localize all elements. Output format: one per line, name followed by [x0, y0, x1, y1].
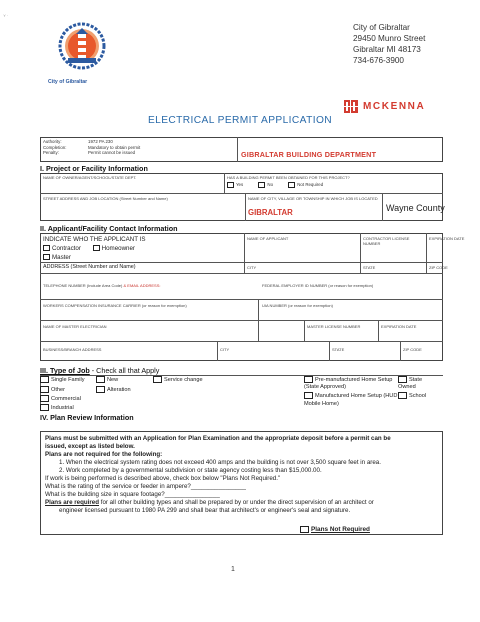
plans-notice-cont: issued, except as listed below. — [45, 443, 135, 450]
address-line: 29450 Munro Street — [353, 34, 426, 43]
authority-row — [43, 150, 140, 156]
section-1-heading: I. Project or Facility Information — [40, 164, 148, 173]
check-box-instruction: If work is being performed is described above, check box below "Plans Not Required." — [45, 475, 281, 482]
job-service-change — [153, 376, 203, 384]
section-3-suffix: - Check all that Apply — [91, 366, 160, 375]
homeowner-label: Homeowner — [101, 245, 135, 252]
telephone-row — [43, 283, 160, 288]
master-electrician-label: NAME OF MASTER ELECTRICIAN — [43, 324, 107, 329]
authority-value: Mandatory to obtain permit — [88, 144, 141, 150]
city-job-label: NAME OF CITY, VILLAGE OR TOWNSHIP IN WHICH JOB IS LOCATED — [248, 196, 378, 201]
mckenna-name: MCKENNA — [363, 101, 426, 112]
applicant-type-row2 — [43, 254, 71, 261]
single-family-checkbox[interactable] — [40, 376, 49, 383]
building-size-question: What is the building size in square footage?________________ — [45, 491, 220, 498]
logo-caption: City of Gibraltar — [48, 79, 88, 85]
job-state-owned — [398, 376, 422, 384]
new-label: New — [107, 376, 119, 383]
exemption-item-2: 2. Work completed by a governmental subdivision or state agency costing less than $15,000.00. — [59, 467, 322, 474]
industrial-label: Industrial — [51, 404, 74, 411]
job-single-family — [40, 376, 85, 384]
plans-not-required-intro: Plans are not required for the following: — [45, 451, 163, 458]
section-3-heading — [40, 366, 159, 375]
section-3-title: III. Type of Job — [40, 366, 90, 375]
job-other — [40, 386, 65, 394]
no-label: No — [267, 182, 274, 188]
plans-not-required-option — [300, 526, 370, 533]
authority-value: 1972 PA 230 — [88, 139, 113, 144]
job-manufactured — [304, 392, 397, 400]
authority-key: Penalty: — [43, 150, 59, 156]
commercial-checkbox[interactable] — [40, 395, 49, 402]
single-family-label: Single Family — [51, 376, 85, 383]
expiration-label: EXPIRATION DATE — [429, 236, 465, 241]
city-logo — [56, 20, 108, 76]
plans-required-paragraph: Plans are required for all other building types and shall be prepared by or under the direct supervision of an architect or — [45, 499, 374, 506]
permit-options — [227, 182, 323, 188]
service-rating-question: What is the rating of the service or feeder in ampere?________________ — [45, 483, 246, 490]
state-label: State — [409, 376, 423, 383]
city-label: CITY — [247, 265, 257, 270]
authority-key: Authority: — [43, 139, 62, 144]
authority-value: Permit cannot be issued — [88, 150, 136, 156]
industrial-checkbox[interactable] — [40, 404, 49, 411]
workers-comp-label: WORKERS COMPENSATION INSURANCE CARRIER (or reason for exemption) — [43, 303, 187, 308]
alteration-checkbox[interactable] — [96, 386, 105, 393]
manufactured-checkbox[interactable] — [304, 392, 313, 399]
school-checkbox[interactable] — [398, 392, 407, 399]
business-address-label: BUSINESS/BRANCH ADDRESS — [43, 347, 102, 352]
applicant-name-label: NAME OF APPLICANT — [247, 236, 289, 241]
not-required-label: Not Required — [297, 182, 324, 188]
authority-table — [43, 139, 140, 156]
zip-2-label: ZIP CODE — [403, 347, 422, 352]
new-checkbox[interactable] — [96, 376, 105, 383]
city-value: GIBRALTAR — [248, 208, 293, 217]
school-label: School — [409, 392, 427, 399]
page-number: 1 — [231, 566, 235, 573]
address-line: City of Gibraltar — [353, 23, 410, 32]
page-title: ELECTRICAL PERMIT APPLICATION — [147, 115, 333, 126]
contractor-label: Contractor — [52, 245, 81, 252]
mckenna-mark-icon — [344, 100, 358, 113]
job-commercial — [40, 395, 81, 403]
manufactured-label: Manufactured Home Setup (HUD — [315, 392, 398, 399]
not-required-checkbox[interactable] — [288, 182, 295, 188]
job-industrial — [40, 404, 74, 412]
email-label: & EMAIL ADDRESS: — [123, 283, 161, 288]
service-change-label: Service change — [164, 376, 203, 383]
job-new — [96, 376, 118, 384]
address-line: 734-676-3900 — [353, 56, 404, 65]
master-label: Master — [52, 254, 71, 261]
permit-question: HAS A BUILDING PERMIT BEEN OBTAINED FOR THIS PROJECT? — [227, 175, 350, 180]
master-checkbox[interactable] — [43, 254, 50, 260]
plans-notice: Plans must be submitted with an Application for Plan Examination and the appropriate deposit before a permit can be — [45, 435, 391, 442]
state-owned-checkbox[interactable] — [398, 376, 407, 383]
other-checkbox[interactable] — [40, 386, 49, 393]
owner-label: NAME OF OWNER/AGENT/SCHOOL/STATE DEPT. — [43, 175, 137, 180]
state-2-label: STATE — [332, 347, 345, 352]
contractor-license-label: CONTRACTOR LICENSE NUMBER — [363, 236, 410, 246]
telephone-label: TELEPHONE NUMBER (Include Area Code) — [43, 283, 123, 288]
department-label: GIBRALTAR BUILDING DEPARTMENT — [241, 150, 377, 159]
plan-review-box — [40, 431, 443, 535]
lighthouse-logo-icon — [56, 20, 108, 76]
job-school — [398, 392, 426, 400]
address-line: Gibraltar MI 48173 — [353, 45, 421, 54]
expiration-2-label: EXPIRATION DATE — [381, 324, 417, 329]
no-checkbox[interactable] — [258, 182, 265, 188]
service-change-checkbox[interactable] — [153, 376, 162, 383]
exemption-item-1: 1. When the electrical system rating does not exceed 400 amps and the building is not over 3,500 square feet in area. — [59, 459, 381, 466]
plans-required-cont: engineer licensed pursuant to 1980 PA 299 and shall bear that architect's or engineer's seal and signature. — [59, 507, 351, 514]
mobile-home-label: Mobile Home) — [304, 401, 339, 407]
yes-checkbox[interactable] — [227, 182, 234, 188]
applicant-type-row1 — [43, 245, 135, 252]
corner-marks: 'r' · — [3, 13, 9, 18]
homeowner-checkbox[interactable] — [93, 245, 100, 251]
authority-key: Completion: — [43, 144, 67, 150]
alteration-label: Alteration — [107, 386, 131, 393]
prefab-label: Pre-manufactured Home Setup — [315, 376, 393, 383]
section-2-heading: II. Applicant/Facility Contact Information — [40, 224, 178, 233]
state-label: STATE — [363, 265, 376, 270]
address-label: ADDRESS (Street Number and Name) — [43, 264, 136, 270]
county-value: Wayne County — [386, 203, 445, 213]
plans-not-required-checkbox[interactable] — [300, 526, 309, 533]
master-license-label: MASTER LICENSE NUMBER — [307, 324, 361, 329]
street-address-label: STREET ADDRESS AND JOB LOCATION (Street Number and Name) — [43, 196, 168, 201]
plans-not-required-label: Plans Not Required — [311, 526, 370, 534]
other-label: Other — [51, 386, 65, 393]
applicant-type-label: INDICATE WHO THE APPLICANT IS — [43, 236, 146, 243]
federal-id-label: FEDERAL EMPLOYER ID NUMBER (or reason for exemption) — [262, 283, 374, 288]
yes-label: Yes — [236, 182, 244, 188]
job-alteration — [96, 386, 131, 394]
prefab-checkbox[interactable] — [304, 376, 313, 383]
zip-label: ZIP CODE — [429, 265, 448, 270]
uia-label: UIA NUMBER (or reason for exemption) — [262, 303, 333, 308]
state-approved-label: (State Approved) — [304, 384, 346, 390]
section-4-heading: IV. Plan Review Information — [40, 413, 134, 422]
city-address — [353, 22, 425, 66]
commercial-label: Commercial — [51, 395, 81, 402]
contractor-checkbox[interactable] — [43, 245, 50, 251]
city-2-label: CITY — [220, 347, 230, 352]
job-prefab — [304, 376, 392, 384]
owned-label: Owned — [398, 384, 416, 390]
